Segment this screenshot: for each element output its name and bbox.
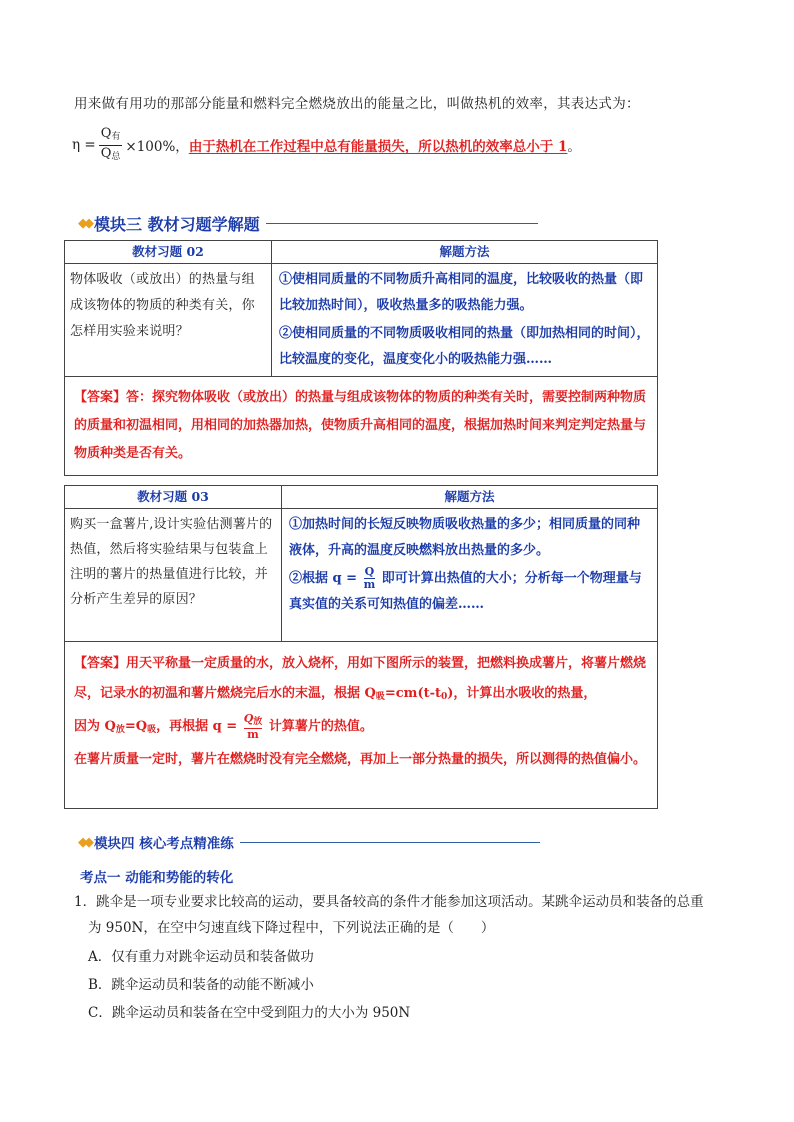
diamond-icon: ◆◆ [78,216,90,231]
eta-symbol: η = [72,137,96,153]
module3-title: 模块三 教材习题学解题 [94,215,260,234]
heat-value-fraction: $\frac{Q}{m}$ [363,565,376,591]
exercise02-method-1: ①使相同质量的不同物质升高相同的温度，比较吸收的热量（即比较加热时间），吸收热量多的吸热能力强。 [279,272,644,313]
exercise02-method-2: ②使相同质量的不同物质吸收相同的热量（即加热相同的时间），比较温度的变化，温度变化小的吸热能力强…… [279,326,650,367]
exercise03-header-left: 教材习题 03 [65,486,282,509]
module4-heading [78,832,540,852]
efficiency-note: 由于热机在工作过程中总有能量损失，所以热机的效率总小于 1 [188,139,568,155]
exercise02-header-left: 教材习题 02 [65,241,272,264]
intro-text: 用来做有用功的那部分能量和燃料完全燃烧放出的能量之比，叫做热机的效率，其表达式为： [74,96,640,112]
exercise02-question: 物体吸收（或放出）的热量与组成该物体的物质的种类有关，你怎样用实验来说明？ [70,272,255,339]
question-1-stem-line2: 为 950N，在空中匀速直线下降过程中，下列说法正确的是（ ） [88,920,495,936]
exercise03-method-2: ②根据 q = $\frac{Q}{m}$ 即可计算出热值的大小；分析每一个物理量与真实值的关系可知热值的偏差…… [289,565,642,612]
exercise03-header-right: 解题方法 [282,486,658,509]
option-b[interactable]: B．跳伞运动员和装备的动能不断减小 [88,977,314,993]
exercise03-question: 购买一盒薯片,设计实验估测薯片的热值，然后将实验结果与包装盒上注明的薯片的热量值进行比较，并分析产生差异的原因？ [70,517,273,607]
option-c[interactable]: C．跳伞运动员和装备在空中受到阻力的大小为 950N [88,1005,411,1021]
module4-title: 模块四 核心考点精准练 [94,836,234,852]
efficiency-fraction: $\frac{Q_有}{Q_总}$ [100,125,121,162]
times-percent: ×100%， [125,139,189,155]
question-1-stem-line1: 1．跳伞是一项专业要求比较高的运动，要具备较高的条件才能参加这项活动。某跳伞运动员和装备的总重 [74,894,704,910]
module3-heading [78,212,538,235]
exercise02-table [64,240,658,476]
diamond-icon: ◆◆ [78,834,90,850]
kaodian-1-title: 考点一 动能和势能的转化 [80,870,234,886]
answer-heat-fraction: $\frac{Q_放}{m}$ [243,711,263,741]
efficiency-formula: η = $\frac{Q_有}{Q_总}$ ×100%， 由于热机在工作过程中总有能量损失，所以热机的效率总小于 1 。 [72,123,581,167]
exercise03-method-1: ①加热时间的长短反映物质吸收热量的多少；相同质量的同种液体，升高的温度反映燃料放出热量的多少。 [289,517,641,558]
exercise03-table [64,485,658,809]
exercise02-answer: 【答案】答：探究物体吸收（或放出）的热量与组成该物体的物质的种类有关时，需要控制两种物质的质量和初温相同，用相同的加热器加热，使物质升高相同的温度，根据加热时间来判定判定热量与物质种类是否有关。 [74,390,647,461]
exercise02-header-right: 解题方法 [272,241,658,264]
option-a[interactable]: A．仅有重力对跳伞运动员和装备做功 [88,949,314,965]
exercise03-answer: 【答案】用天平称量一定质量的水，放入烧杯，用如下图所示的装置，把燃料换成薯片，将薯片燃烧尽，记录水的初温和薯片燃烧完后水的末温，根据 $Q_吸=cm(t-t_0)$，计算出水吸收的热量， 因为 $Q_放=Q_吸$，再根据 q = $\frac{Q_放}{m}$ 计算薯片的热值。 在薯片质量一定时，薯片在燃烧时没有完全燃烧，再加上一部分热量的损失，所以测得的热值偏小。 [74,656,647,767]
